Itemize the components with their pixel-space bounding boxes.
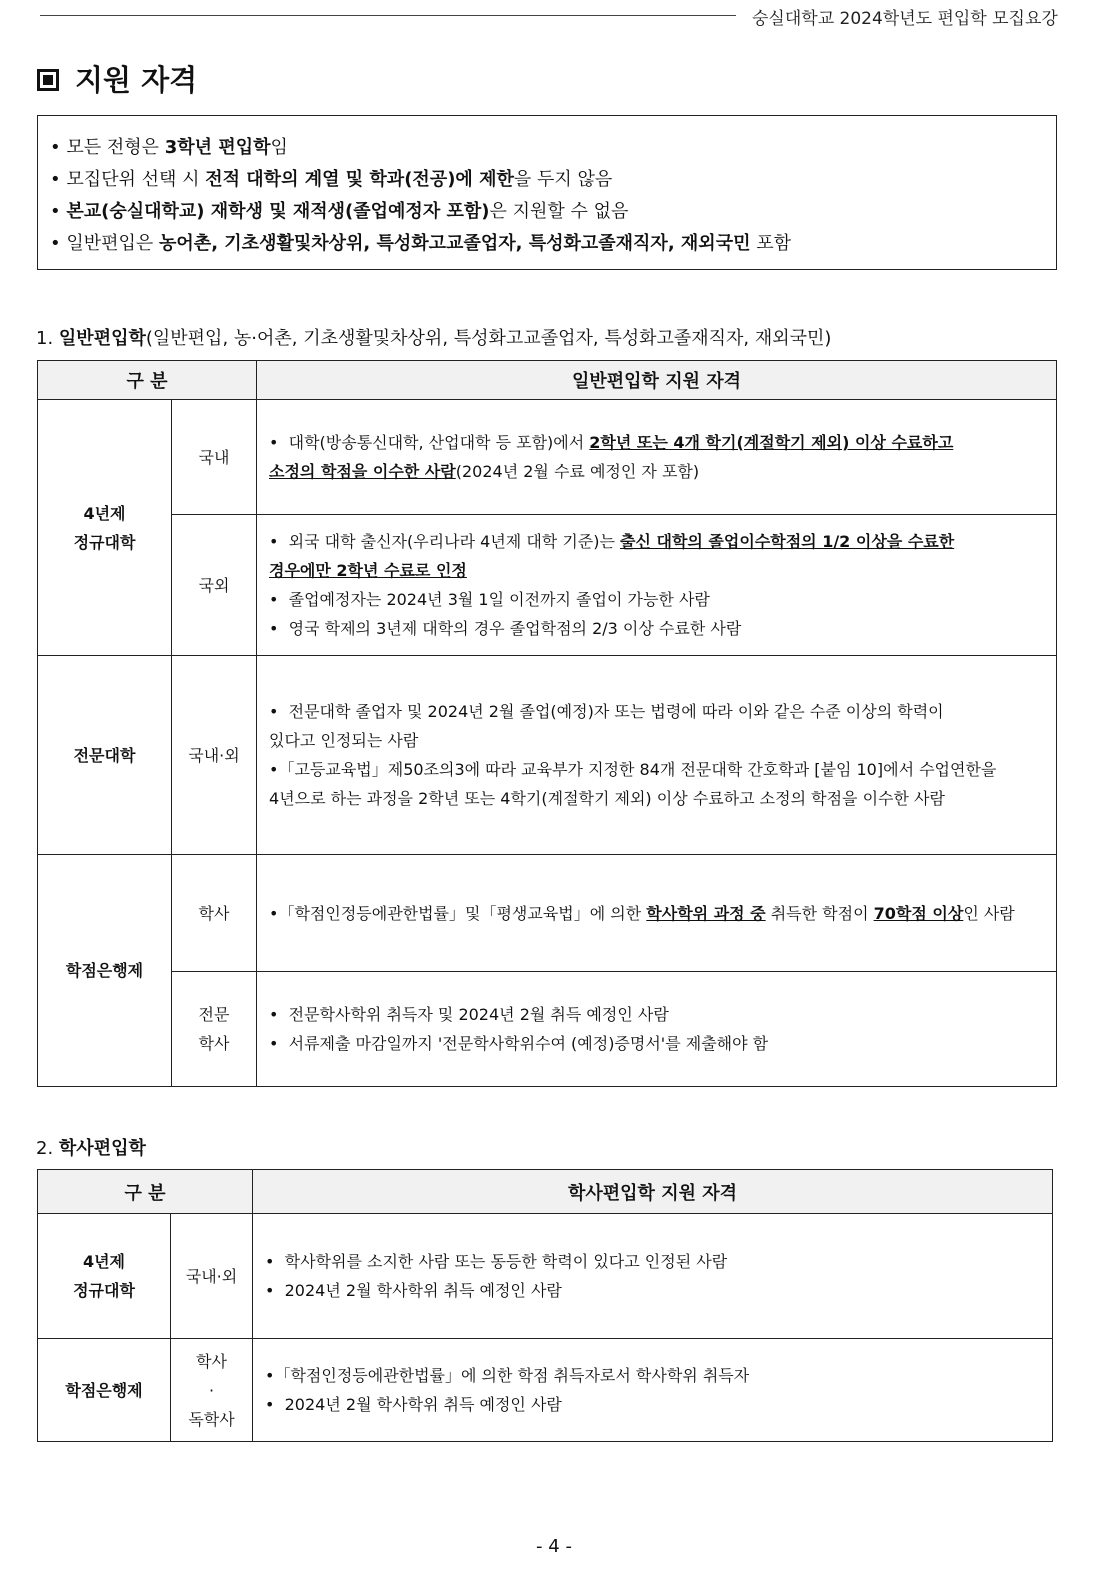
- item-text: 4년으로 하는 과정을 2학년 또는 4학기(계절학기 제외) 이상 수료하고 소정의 학점을 이수한 사람: [269, 789, 945, 808]
- list-item: [269, 614, 1056, 643]
- item-emphasis: 2학년 또는 4개 학기(계절학기 제외) 이상 수료하고: [589, 433, 954, 452]
- list-item: [269, 899, 1056, 928]
- list-item: [269, 428, 1056, 457]
- label-line: 독학사: [188, 1409, 235, 1429]
- row-label-credit-bank: 학점은행제: [38, 1339, 171, 1442]
- header-title: 숭실대학교 2024학년도 편입학 모집요강: [752, 9, 1058, 29]
- qualification-cell: [253, 1214, 1053, 1339]
- table-header-category: 구 분: [38, 361, 257, 400]
- page-title-text: 지원 자격: [75, 63, 198, 97]
- list-item: [265, 1361, 1052, 1390]
- bullet: •: [50, 201, 61, 222]
- bullet: •: [269, 760, 279, 779]
- list-item: [269, 527, 1056, 556]
- summary-line: [50, 164, 1056, 196]
- summary-text: 을 두지 않음: [513, 169, 613, 190]
- table-row: [38, 855, 1057, 972]
- bullet: •: [269, 1005, 279, 1024]
- bullet: •: [269, 433, 279, 452]
- list-item: [265, 1247, 1052, 1276]
- item-emphasis: 경우에만 2학년 수료로 인정: [269, 561, 467, 580]
- qualification-cell: [257, 515, 1057, 656]
- qualification-cell: [257, 972, 1057, 1087]
- item-text: 인 사람: [963, 903, 1015, 923]
- bullet: •: [269, 532, 279, 551]
- list-item: [269, 585, 1056, 614]
- table-header-category: 구 분: [38, 1170, 253, 1214]
- bullet: •: [50, 137, 61, 158]
- bullet: •: [265, 1281, 275, 1300]
- label-line: 정규대학: [73, 1281, 135, 1300]
- section2-heading: [36, 1134, 146, 1160]
- qualification-cell: [253, 1339, 1053, 1442]
- label-line: 전문: [198, 1005, 230, 1024]
- summary-box: [37, 115, 1057, 270]
- item-text: 졸업예정자는 2024년 3월 1일 이전까지 졸업이 가능한 사람: [288, 590, 710, 609]
- bullet: •: [269, 619, 279, 638]
- label-line: 4년제: [82, 1252, 126, 1271]
- row-label-4year-univ: [38, 1214, 171, 1339]
- summary-line: [50, 132, 1056, 164]
- item-text: 「고등교육법」제50조의3에 따라 교육부가 지정한 84개 전문대학 간호학과 [붙임 10]에서 수업연한을: [278, 760, 997, 779]
- general-transfer-table: [37, 360, 1057, 1087]
- row-label-4year-univ: [38, 400, 172, 656]
- table-row: [38, 1339, 1053, 1442]
- item-text: 2024년 2월 학사학위 취득 예정인 사람: [284, 1395, 562, 1414]
- summary-text: 모든 전형은: [66, 137, 165, 158]
- list-item: [269, 1029, 1056, 1058]
- summary-bold: 전적 대학의 계열 및 학과(전공)에 제한: [205, 169, 514, 190]
- section-number: 2.: [36, 1138, 54, 1159]
- item-text: 취득한 학점이: [765, 903, 874, 923]
- square-bullet-icon: [37, 69, 59, 91]
- label-line: 학사: [196, 1351, 227, 1371]
- table-row: [38, 1214, 1053, 1339]
- list-item: [265, 1390, 1052, 1419]
- item-text: 「학점인정등에관한법률」및「평생교육법」에 의한: [278, 903, 647, 923]
- section-title: 일반편입학: [58, 328, 146, 349]
- item-text: 전문대학 졸업자 및 2024년 2월 졸업(예정)자 또는 법령에 따라 이와 같은 수준 이상의 학력이: [288, 702, 944, 721]
- summary-line: [50, 196, 1056, 228]
- sub-label-domestic: 국내: [172, 400, 257, 515]
- bullet: •: [265, 1366, 275, 1385]
- item-text: 학사학위를 소지한 사람 또는 동등한 학력이 있다고 인정된 사람: [284, 1252, 728, 1271]
- bullet: •: [265, 1395, 275, 1414]
- list-item-continued: [269, 726, 1056, 755]
- sub-label-bachelor-self: [171, 1339, 253, 1442]
- label-line: 학사: [198, 1034, 230, 1053]
- item-emphasis: 학사학위 과정 중: [646, 903, 766, 923]
- bullet: •: [265, 1252, 275, 1271]
- sub-label-foreign: 국외: [172, 515, 257, 656]
- summary-text: 임: [270, 137, 288, 158]
- label-line: ·: [208, 1380, 215, 1400]
- page-title: [37, 58, 197, 99]
- qualification-cell: [257, 400, 1057, 515]
- bullet: •: [50, 233, 61, 254]
- sub-label-domestic-foreign: 국내·외: [172, 656, 257, 855]
- item-text: 서류제출 마감일까지 '전문학사학위수여 (예정)증명서'를 제출해야 함: [288, 1034, 769, 1053]
- item-emphasis: 소정의 학점을 이수한 사람: [269, 462, 456, 481]
- sub-label-domestic-foreign: 국내·외: [171, 1214, 253, 1339]
- summary-text: 은 지원할 수 없음: [489, 201, 629, 222]
- section-subtitle: (일반편입, 농·어촌, 기초생활및차상위, 특성화고교졸업자, 특성화고졸재직자, 재외국민): [145, 328, 832, 349]
- sub-label-bachelor: 학사: [172, 855, 257, 972]
- item-text: 있다고 인정되는 사람: [269, 731, 419, 750]
- table-header-qualification: 일반편입학 지원 자격: [257, 361, 1057, 400]
- item-text: 전문학사학위 취득자 및 2024년 2월 취득 예정인 사람: [288, 1005, 669, 1024]
- row-label-junior-college: 전문대학: [38, 656, 172, 855]
- summary-bold: 농어촌, 기초생활및차상위, 특성화고교졸업자, 특성화고졸재직자, 재외국민: [159, 233, 751, 254]
- table-row: [38, 656, 1057, 855]
- label-line: 4년제: [83, 503, 126, 523]
- sub-label-associate: [172, 972, 257, 1087]
- summary-text: 모집단위 선택 시: [66, 169, 206, 190]
- summary-line: [50, 228, 1056, 260]
- list-item: [269, 755, 1056, 784]
- label-line: 정규대학: [73, 532, 136, 552]
- section-title: 학사편입학: [58, 1138, 146, 1159]
- bullet: •: [50, 169, 61, 190]
- table-row: [38, 400, 1057, 515]
- list-item: [269, 697, 1056, 726]
- bullet: •: [269, 702, 279, 721]
- table-row: [38, 972, 1057, 1087]
- row-label-credit-bank: 학점은행제: [38, 855, 172, 1087]
- bullet: •: [269, 1034, 279, 1053]
- list-item: [265, 1276, 1052, 1305]
- item-text: 영국 학제의 3년제 대학의 경우 졸업학점의 2/3 이상 수료한 사람: [288, 619, 742, 638]
- list-item: [269, 1000, 1056, 1029]
- bullet: •: [269, 590, 279, 609]
- section1-heading: [36, 324, 831, 350]
- summary-text: 일반편입은: [66, 233, 160, 254]
- page-number: - 4 -: [536, 1536, 572, 1557]
- item-text: 대학(방송통신대학, 산업대학 등 포함)에서: [288, 433, 590, 452]
- table-header-qualification: 학사편입학 지원 자격: [253, 1170, 1053, 1214]
- header-rule: [40, 15, 736, 16]
- qualification-cell: [257, 855, 1057, 972]
- table-row: [38, 515, 1057, 656]
- item-text: 2024년 2월 학사학위 취득 예정인 사람: [284, 1281, 562, 1300]
- item-emphasis: 70학점 이상: [873, 903, 964, 923]
- item-text: (2024년 2월 수료 예정인 자 포함): [455, 462, 700, 481]
- summary-bold: 본교(숭실대학교) 재학생 및 재적생(졸업예정자 포함): [66, 201, 490, 222]
- qualification-cell: [257, 656, 1057, 855]
- list-item-continued: [269, 784, 1056, 813]
- summary-bold: 3학년 편입학: [164, 137, 271, 158]
- item-text: 외국 대학 출신자(우리나라 4년제 대학 기준)는: [288, 532, 621, 551]
- bullet: •: [269, 903, 279, 923]
- item-emphasis: 출신 대학의 졸업이수학점의 1/2 이상을 수료한: [620, 532, 955, 551]
- summary-text: 포함: [750, 233, 791, 254]
- list-item-continued: [269, 556, 1056, 585]
- list-item-continued: [269, 457, 1056, 486]
- item-text: 「학점인정등에관한법률」에 의한 학점 취득자로서 학사학위 취득자: [274, 1366, 750, 1385]
- section-number: 1.: [36, 328, 54, 349]
- bachelor-transfer-table: [37, 1169, 1053, 1442]
